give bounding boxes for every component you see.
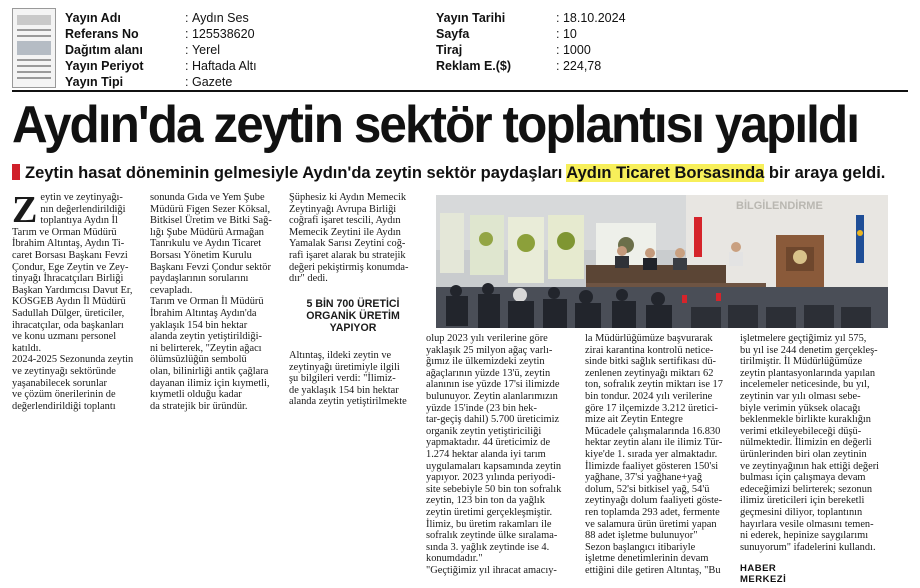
meta-row: Tiraj : 1000	[436, 43, 591, 57]
meta-row: Yayın Tarihi : 18.10.2024	[436, 11, 626, 25]
meta-row: Dağıtım alanı : Yerel	[65, 43, 221, 57]
article-column-1	[12, 192, 142, 412]
column-text: Altıntaş, ildeki zeytin ve zeytinyağı üretimiyle ilgili şu bilgileri verdi: "İlimiz- de yaklaşık 154 bin hektar alanda zeytin yetiştirilmekte	[289, 350, 407, 408]
page-thumbnail	[12, 8, 56, 88]
column-text: sonunda Gıda ve Yem Şube Müdürü Figen Sezer Köksal, Bitkisel Üretim ve Bitki Sağ- lığı Şube Müdürü Armağan Tanrıkulu ve Aydın Ticaret Borsası Yönetim Kurulu Başkanı Fevzi Çondur sektör paydaşlarının sorularını cevapladı. Tarım ve Orman İl Müdürü İbrahim Altıntaş Aydın'da yaklaşık 154 bin hektar alanda zeytin yetiştirildiği- ni belirterek, "Zeytin ağacı ölümsüzlüğün sembolü olan, bilinirliği antik çağlara dayanan ilimiz için kıymetli, kıymetli olduğu kadar da stratejik bir üründür.	[150, 192, 272, 412]
meta-row: Yayın Tipi : Gazete	[65, 75, 233, 89]
meta-row: Sayfa : 10	[436, 27, 577, 41]
header-divider	[12, 90, 908, 92]
article-column-3	[289, 192, 417, 302]
meta-row: Referans No : 125538620	[65, 27, 255, 41]
byline: HABER MERKEZİ	[740, 563, 787, 585]
headline: Aydın'da zeytin sektör toplantısı yapıldı	[12, 96, 859, 154]
column-text: la Müdürlüğümüze başvurarak zirai karantina kontrolü netice- sinde bitki sağlık sertifikası dü- zenlenen zeytinyağı miktarı 62 ton, sofralık zeytin miktarı ise 17 bin tondur. 2024 yılı verilerine göre 17 ilçemizde 3.212 üretici- mize ait Zeytin Entegre Mücadele çalışmalarında 16.830 hektar zeytin alanı ile ilimiz Tür- kiye'de 1. sırada yer almaktadır. İlimizde faaliyet gösteren 150'si yağhane, 37'si yağhane+yağ dolum, 52'si bitkisel yağ, 54'ü zeytinyağı dolum faaliyeti göste- ren toplamda 293 adet, fermente ve salamura ürün üretimi yapan 88 adet işletme bulunuyor" Sezon başlangıcı itibariyle işletme denetimlerinin devam ettiğini dile getiren Altıntaş, "Bu	[585, 333, 723, 576]
article-column-3b	[289, 350, 417, 410]
article-column-5	[585, 333, 735, 583]
meta-row: Yayın Periyot : Haftada Altı	[65, 59, 257, 73]
subheadline: Zeytin hasat döneminin gelmesiyle Aydın'da zeytin sektör paydaşları Aydın Ticaret Borsasında bir araya geldi.	[12, 162, 908, 184]
svg-text:BİLGİLENDİRME: BİLGİLENDİRME	[736, 200, 823, 212]
column-text: Şüphesiz ki Aydın Memecik Zeytinyağı Avrupa Birliği coğrafi işaret tescili, Aydın Memecik Zeytini ile Aydın Yamalak Sarısı Zeytini coğ- rafi işaret alarak bu stratejik değeri pekiştirmiş konumda- dır" dedi.	[289, 192, 409, 285]
meta-row: Reklam E.($) : 224,78	[436, 59, 602, 73]
dropcap: Z	[12, 192, 38, 231]
meeting-photo-illustration	[436, 195, 888, 328]
article-column-4	[426, 333, 577, 583]
meta-row: Yayın Adı : Aydın Ses	[65, 11, 249, 25]
meeting-photo	[436, 195, 888, 328]
highlight-text: Aydın Ticaret Borsasında	[566, 164, 765, 182]
column-text: eytin ve zeytinyağı- nın değerlendirildiği toplantıya Aydın İl Tarım ve Orman Müdürü İbrahim Altıntaş, Aydın Ti- caret Borsası Başkanı Fevzi Çondur, Ege Zeytin ve Zey- tinyağı İhracatçıları Birliği Başkan Yardımcısı Davut Er, KOSGEB Aydın İl Müdürü Sadullah Dülger, üreticiler, ihracatçılar, oda başkanları ve konu uzmanı personel katıldı. 2024-2025 Sezonunda zeytin ve zeytinyağı sektöründe yaşanabilecek sorunlar ve çözüm önerilerinin de değerlendirildiği toplantı	[12, 192, 134, 412]
column-text: işletmelere geçtiğimiz yıl 575, bu yıl ise 244 denetim gerçekleş- tirilmiştir. İl Müdürlüğümüze zeytin plantasyonlarında yapılan incelemeler neticesinde, bu yıl, zeytinin var yılı olması sebe- biyle verimin yüksek olacağı beklenmekle birlikte kuraklığın verimi etkileyebileceği düşü- nülmektedir. İlimizin en değerli ürünlerinden biri olan zeytinin ve zeytinyağının hak ettiği değeri bulması için çalışmaya devam edeceğimizi belirterek; sezonun ilimiz üreticileri için bereketli geçmesini diliyor, toplantının hayırlara vesile olmasını temen- ni ederek, hepinize saygılarımı sunuyorum" ifadelerini kullandı.	[740, 333, 880, 553]
metadata-right	[436, 10, 626, 74]
column-text: olup 2023 yılı verilerine göre yaklaşık 25 milyon ağaç varlı- ğımız ile ülkemizdeki zeytin ağaçlarının yüzde 13'ü, zeytin alanının ise yüzde 17'si ilimizde bulunuyor. Zeytin alanlarımızın yüzde 15'inde (23 bin hek- tar-geçiş dahil) 5.700 üreticimiz organik zeytin yetiştiriciliği yapmaktadır. 44 üreticimiz de 1.274 hektar alanda iyi tarım uygulamaları kapsamında zeytin yapıyor. 2023 yılında periyodi- site sebebiyle 50 bin ton sofralık zeytin, 123 bin ton da yağlık zeytin üretimi gerçekleşmiştir. İlimiz, bu üretim rakamları ile sofralık zeytinde ülke sıralama- sında 3. yağlık zeytinde ise 4. konumdadır." "Geçtiğimiz yıl ihracat amacıy-	[426, 333, 562, 576]
article-column-6	[740, 333, 890, 563]
article-column-2	[150, 192, 278, 417]
metadata-left	[65, 10, 257, 90]
red-bullet-icon	[12, 164, 20, 180]
section-subtitle: 5 BİN 700 ÜRETİCİ ORGANİK ÜRETİM YAPIYOR	[306, 298, 400, 334]
